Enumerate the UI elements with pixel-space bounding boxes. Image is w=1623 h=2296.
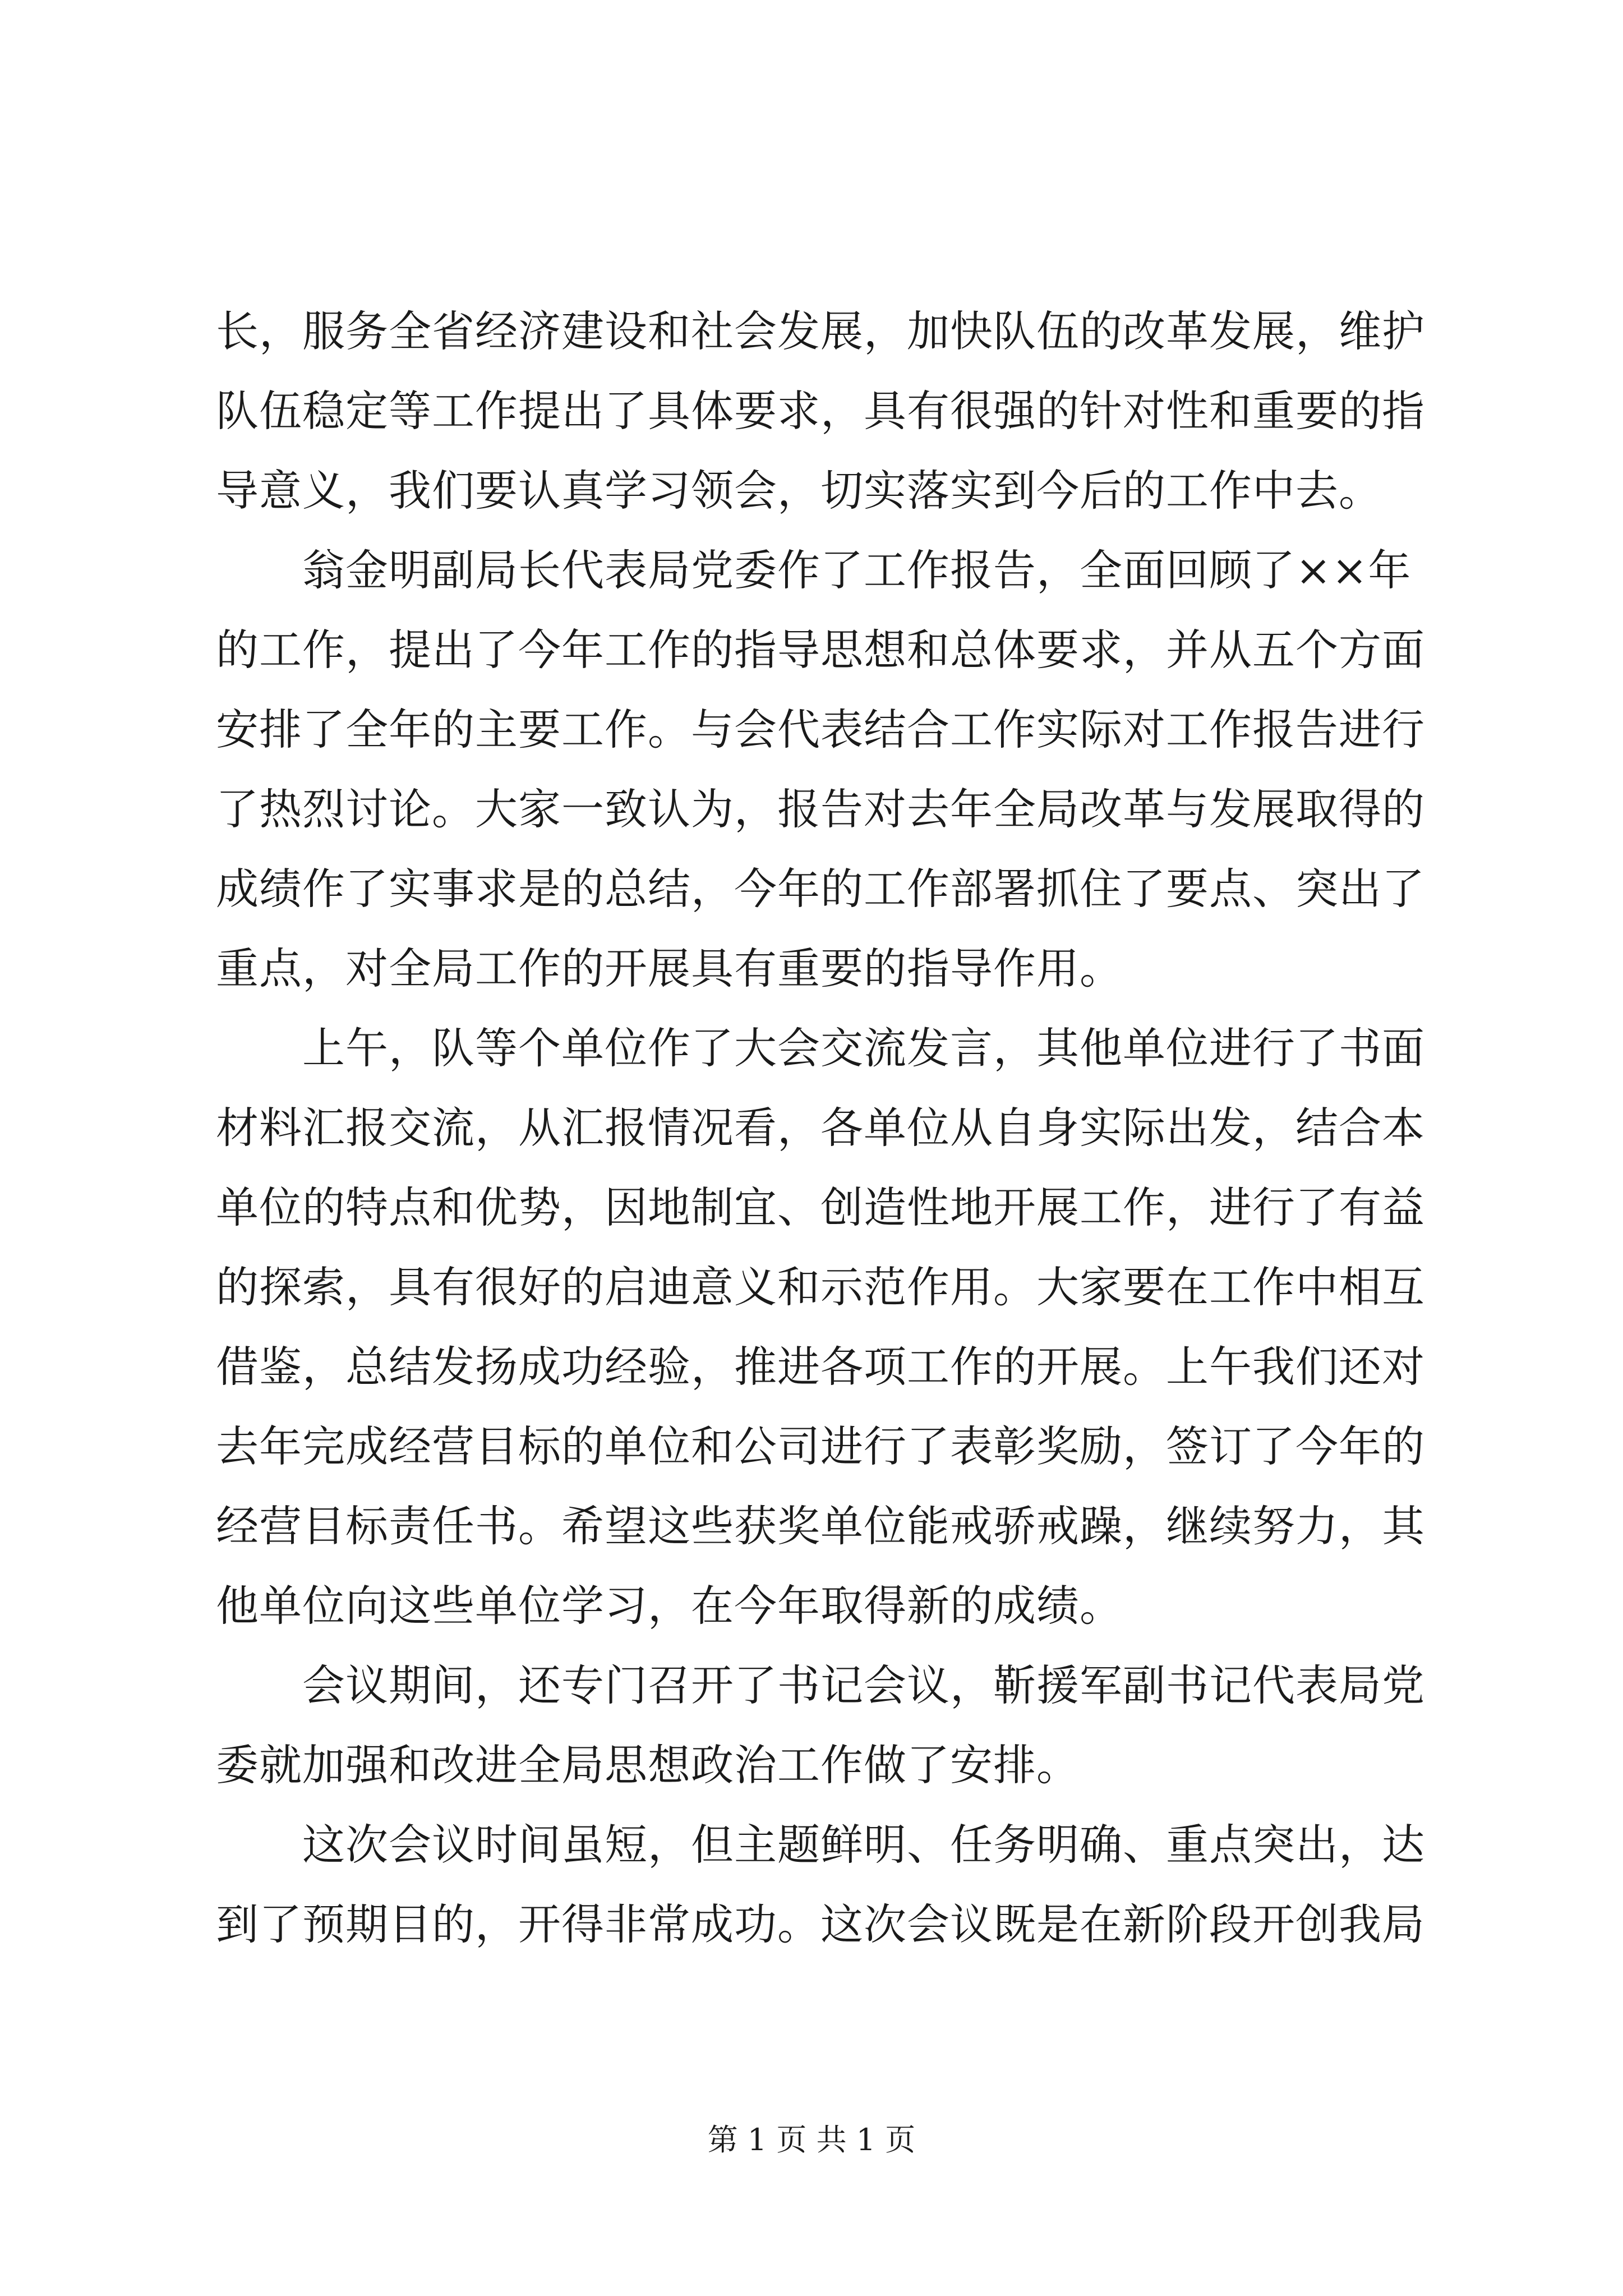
text-line: 长，服务全省经济建设和社会发展，加快队伍的改革发展，维护 [216,306,1425,356]
text-line: 委就加强和改进全局思想政治工作做了安排。 [216,1740,1080,1790]
text-line: 经营目标责任书。希望这些获奖单位能戒骄戒躁，继续努力，其 [216,1501,1425,1551]
text-line: 单位的特点和优势，因地制宜、创造性地开展工作，进行了有益 [216,1182,1425,1232]
text-line: 这次会议时间虽短，但主题鲜明、任务明确、重点突出，达 [216,1820,1425,1870]
text-line: 队伍稳定等工作提出了具体要求，具有很强的针对性和重要的指 [216,386,1425,436]
text-line: 翁金明副局长代表局党委作了工作报告，全面回顾了××年 [216,545,1412,595]
text-line: 成绩作了实事求是的总结，今年的工作部署抓住了要点、突出了 [216,864,1425,914]
text-line: 会议期间，还专门召开了书记会议，靳援军副书记代表局党 [216,1660,1425,1710]
text-line: 重点，对全局工作的开展具有重要的指导作用。 [216,944,1123,993]
text-line: 他单位向这些单位学习，在今年取得新的成绩。 [216,1581,1123,1631]
document-body [216,292,1425,1964]
page-footer: 第 1 页 共 1 页 [707,2122,916,2157]
text-line: 上午，队等个单位作了大会交流发言，其他单位进行了书面 [216,1023,1425,1073]
text-line: 的工作，提出了今年工作的指导思想和总体要求，并从五个方面 [216,625,1425,675]
text-line: 的探索，具有很好的启迪意义和示范作用。大家要在工作中相互 [216,1262,1425,1312]
text-line: 安排了全年的主要工作。与会代表结合工作实际对工作报告进行 [216,705,1425,754]
text-line: 导意义，我们要认真学习领会，切实落实到今后的工作中去。 [216,466,1382,516]
text-line: 借鉴，总结发扬成功经验，推进各项工作的开展。上午我们还对 [216,1342,1425,1392]
text-line: 了热烈讨论。大家一致认为，报告对去年全局改革与发展取得的 [216,784,1425,834]
text-line: 材料汇报交流，从汇报情况看，各单位从自身实际出发，结合本 [216,1103,1425,1153]
text-line: 去年完成经营目标的单位和公司进行了表彰奖励，签订了今年的 [216,1421,1425,1471]
text-line: 到了预期目的，开得非常成功。这次会议既是在新阶段开创我局 [216,1899,1425,1949]
